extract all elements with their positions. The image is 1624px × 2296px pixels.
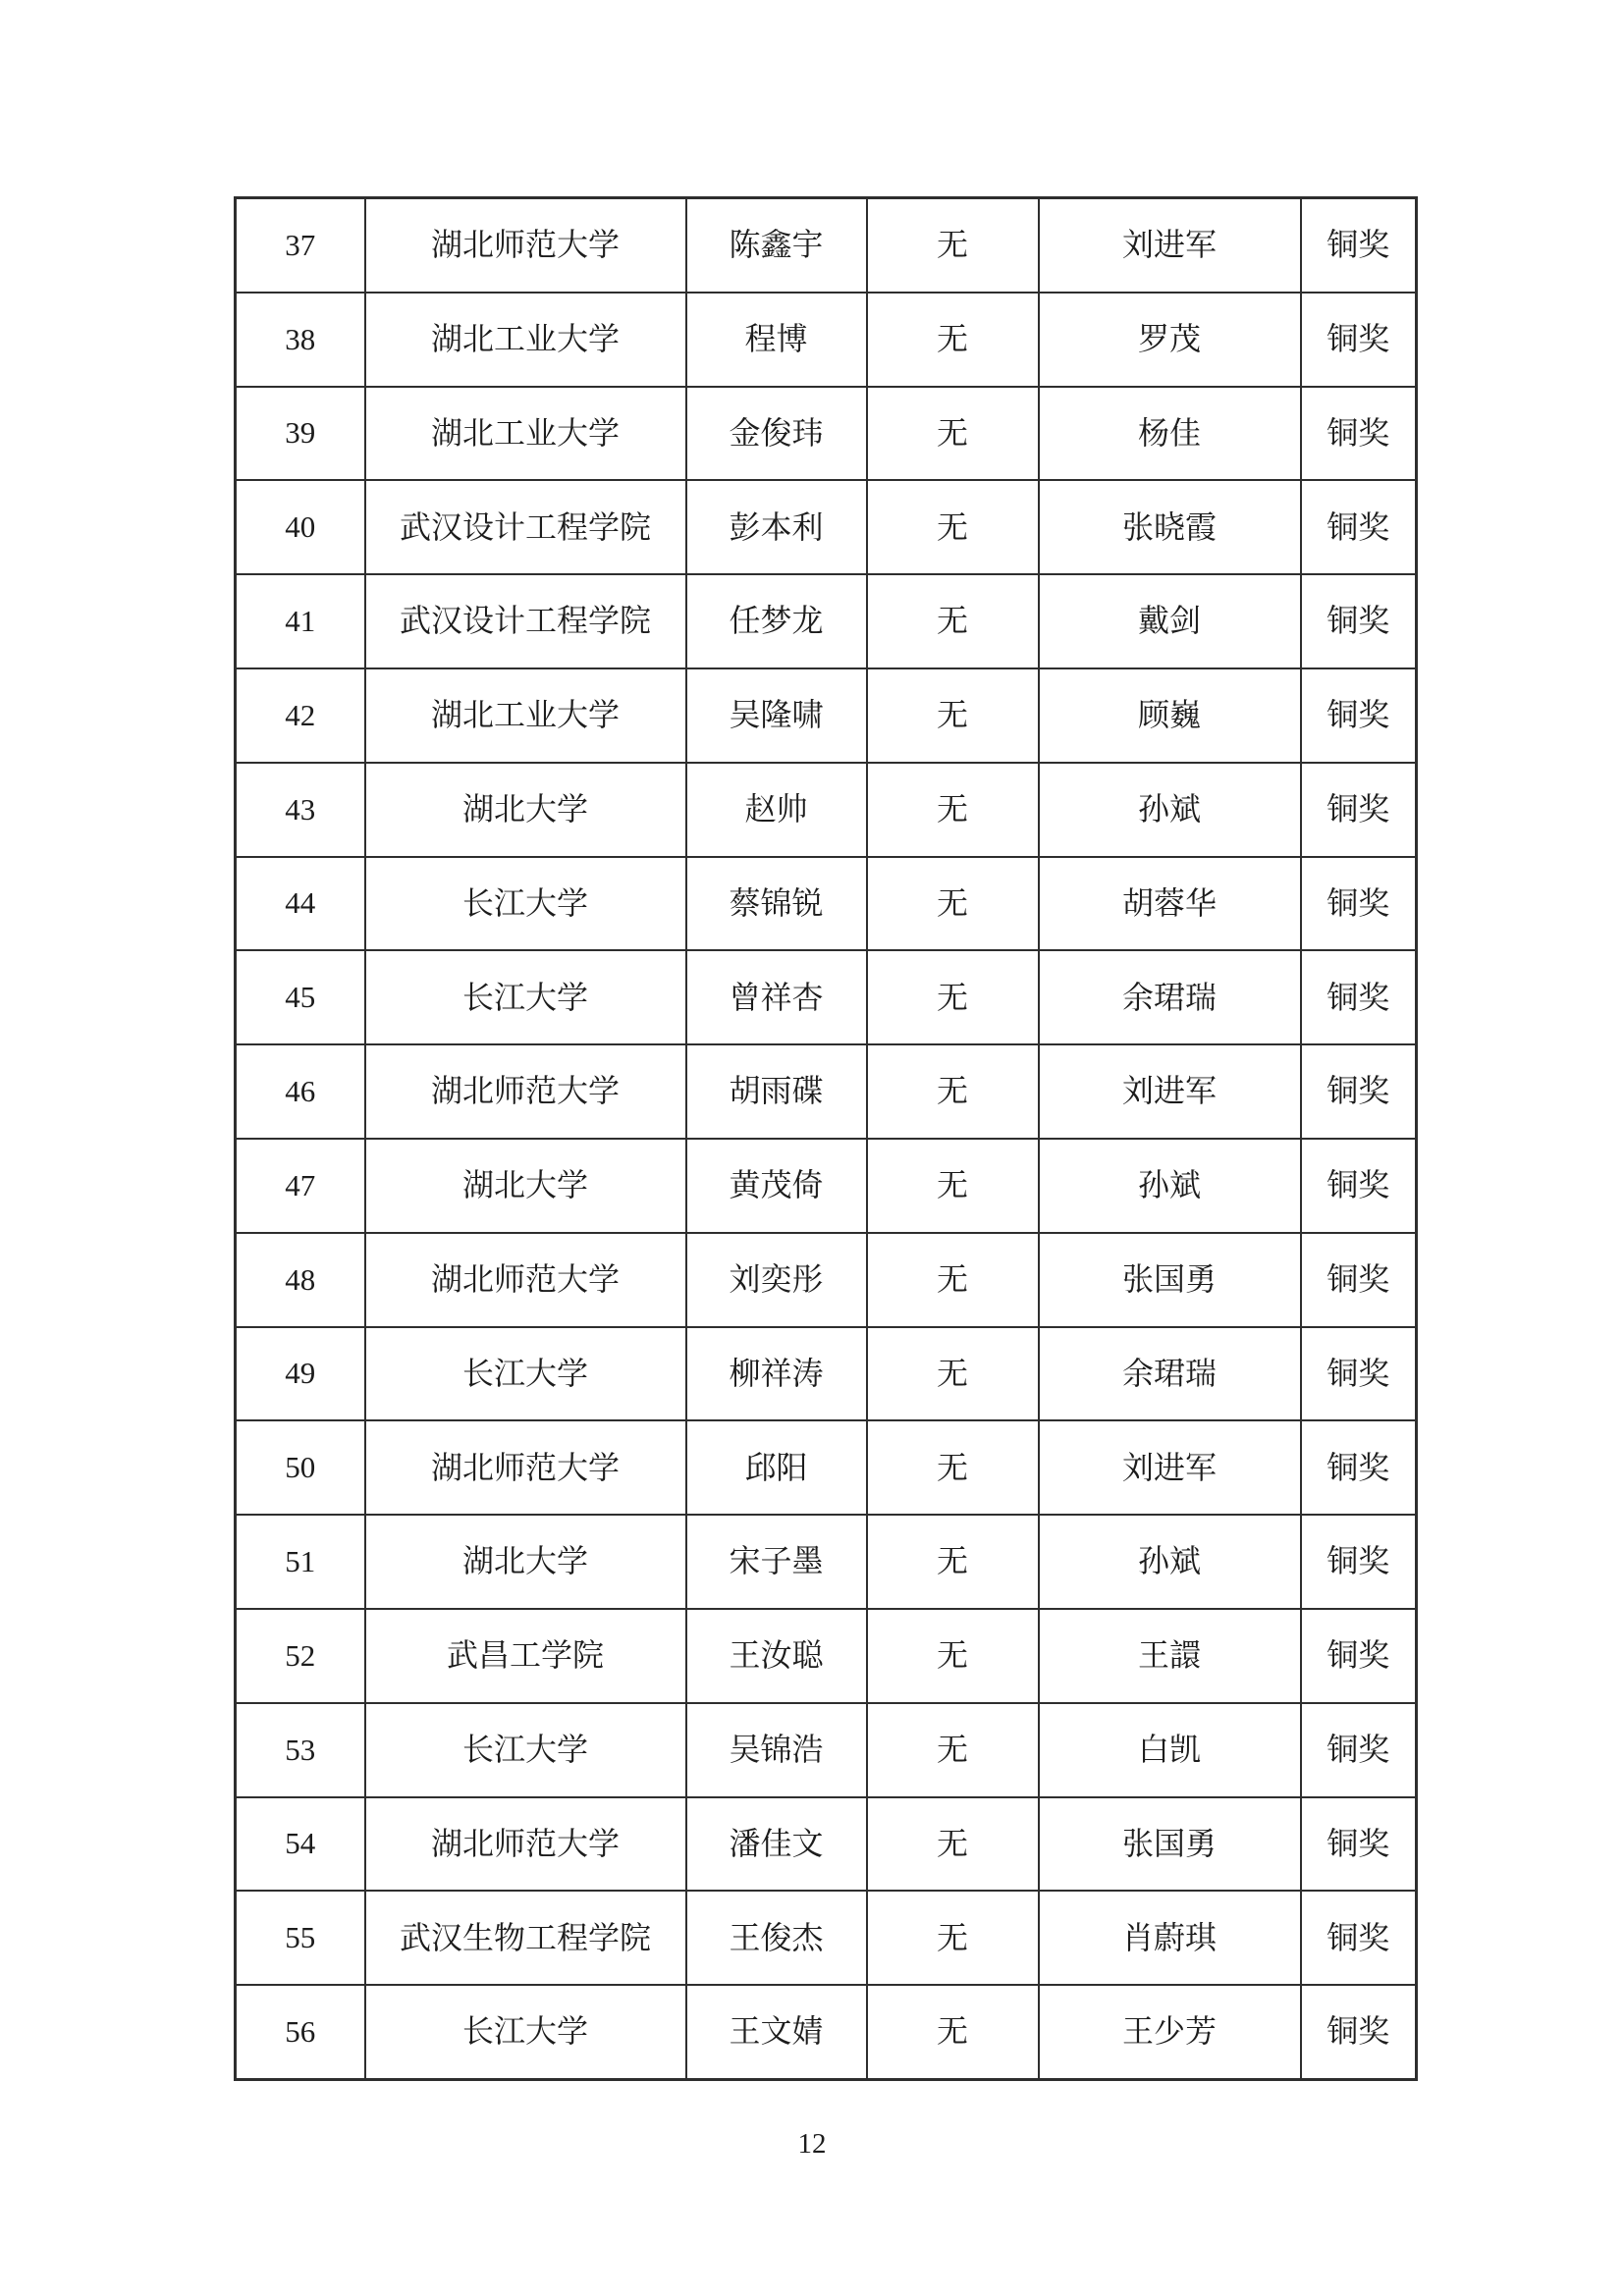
cell-advisor: 孙斌 (1039, 763, 1301, 857)
cell-student: 吴锦浩 (686, 1703, 867, 1797)
cell-student: 黄茂倚 (686, 1139, 867, 1233)
cell-number: 39 (236, 387, 365, 481)
cell-number: 37 (236, 198, 365, 293)
cell-advisor: 孙斌 (1039, 1515, 1301, 1609)
cell-school: 长江大学 (365, 1703, 686, 1797)
table-row (236, 763, 1417, 857)
cell-team: 无 (867, 1515, 1039, 1609)
cell-advisor: 张国勇 (1039, 1797, 1301, 1892)
cell-student: 赵帅 (686, 763, 867, 857)
cell-student: 陈鑫宇 (686, 198, 867, 293)
cell-advisor: 王譞 (1039, 1609, 1301, 1703)
cell-number: 56 (236, 1985, 365, 2079)
cell-student: 刘奕彤 (686, 1233, 867, 1327)
cell-school: 湖北大学 (365, 763, 686, 857)
cell-student: 潘佳文 (686, 1797, 867, 1892)
table-row (236, 1233, 1417, 1327)
table-row (236, 480, 1417, 574)
cell-student: 曾祥杏 (686, 950, 867, 1044)
cell-award: 铜奖 (1301, 198, 1417, 293)
cell-school: 长江大学 (365, 1985, 686, 2079)
cell-number: 51 (236, 1515, 365, 1609)
awards-table (234, 196, 1418, 2081)
cell-advisor: 戴剑 (1039, 574, 1301, 668)
page-number: 12 (797, 2128, 827, 2160)
cell-advisor: 余珺瑞 (1039, 1327, 1301, 1421)
cell-school: 湖北师范大学 (365, 1420, 686, 1515)
cell-school: 长江大学 (365, 857, 686, 951)
cell-number: 44 (236, 857, 365, 951)
cell-school: 湖北师范大学 (365, 1233, 686, 1327)
table-row (236, 1797, 1417, 1892)
cell-advisor: 胡蓉华 (1039, 857, 1301, 951)
cell-team: 无 (867, 574, 1039, 668)
cell-advisor: 张晓霞 (1039, 480, 1301, 574)
cell-school: 湖北师范大学 (365, 198, 686, 293)
table-row (236, 1703, 1417, 1797)
cell-award: 铜奖 (1301, 1420, 1417, 1515)
cell-team: 无 (867, 763, 1039, 857)
cell-advisor: 白凯 (1039, 1703, 1301, 1797)
cell-student: 程博 (686, 293, 867, 387)
cell-award: 铜奖 (1301, 1515, 1417, 1609)
cell-student: 宋子墨 (686, 1515, 867, 1609)
cell-advisor: 刘进军 (1039, 1044, 1301, 1139)
cell-team: 无 (867, 387, 1039, 481)
cell-team: 无 (867, 1609, 1039, 1703)
table-row (236, 1420, 1417, 1515)
cell-number: 52 (236, 1609, 365, 1703)
cell-team: 无 (867, 1703, 1039, 1797)
cell-advisor: 孙斌 (1039, 1139, 1301, 1233)
cell-number: 55 (236, 1891, 365, 1985)
table-row (236, 574, 1417, 668)
table-row (236, 1327, 1417, 1421)
cell-number: 50 (236, 1420, 365, 1515)
cell-student: 金俊玮 (686, 387, 867, 481)
cell-team: 无 (867, 857, 1039, 951)
cell-student: 彭本利 (686, 480, 867, 574)
table-row (236, 1985, 1417, 2079)
cell-student: 王文婧 (686, 1985, 867, 2079)
cell-award: 铜奖 (1301, 668, 1417, 763)
cell-school: 湖北师范大学 (365, 1797, 686, 1892)
cell-award: 铜奖 (1301, 1139, 1417, 1233)
cell-award: 铜奖 (1301, 1609, 1417, 1703)
cell-student: 邱阳 (686, 1420, 867, 1515)
table-row (236, 857, 1417, 951)
cell-number: 53 (236, 1703, 365, 1797)
cell-school: 武汉生物工程学院 (365, 1891, 686, 1985)
table-row (236, 1515, 1417, 1609)
cell-award: 铜奖 (1301, 763, 1417, 857)
cell-student: 柳祥涛 (686, 1327, 867, 1421)
cell-team: 无 (867, 1044, 1039, 1139)
cell-team: 无 (867, 1891, 1039, 1985)
table-row (236, 198, 1417, 293)
cell-school: 长江大学 (365, 950, 686, 1044)
cell-number: 41 (236, 574, 365, 668)
cell-award: 铜奖 (1301, 480, 1417, 574)
cell-school: 武汉设计工程学院 (365, 480, 686, 574)
table-row (236, 668, 1417, 763)
cell-number: 49 (236, 1327, 365, 1421)
cell-award: 铜奖 (1301, 1044, 1417, 1139)
cell-award: 铜奖 (1301, 1985, 1417, 2079)
cell-award: 铜奖 (1301, 950, 1417, 1044)
cell-number: 42 (236, 668, 365, 763)
table-row (236, 950, 1417, 1044)
cell-advisor: 肖蔚琪 (1039, 1891, 1301, 1985)
cell-team: 无 (867, 1797, 1039, 1892)
cell-student: 王汝聪 (686, 1609, 867, 1703)
table-row (236, 1044, 1417, 1139)
table-row (236, 1891, 1417, 1985)
cell-team: 无 (867, 1420, 1039, 1515)
cell-number: 40 (236, 480, 365, 574)
cell-team: 无 (867, 1233, 1039, 1327)
table-row (236, 1139, 1417, 1233)
cell-student: 蔡锦锐 (686, 857, 867, 951)
cell-number: 54 (236, 1797, 365, 1892)
table-row (236, 1609, 1417, 1703)
cell-number: 47 (236, 1139, 365, 1233)
cell-team: 无 (867, 1985, 1039, 2079)
cell-school: 湖北大学 (365, 1515, 686, 1609)
cell-school: 武昌工学院 (365, 1609, 686, 1703)
cell-school: 湖北大学 (365, 1139, 686, 1233)
cell-school: 湖北工业大学 (365, 387, 686, 481)
cell-team: 无 (867, 480, 1039, 574)
cell-award: 铜奖 (1301, 387, 1417, 481)
cell-number: 48 (236, 1233, 365, 1327)
cell-award: 铜奖 (1301, 1233, 1417, 1327)
cell-number: 45 (236, 950, 365, 1044)
cell-team: 无 (867, 293, 1039, 387)
cell-team: 无 (867, 668, 1039, 763)
cell-school: 长江大学 (365, 1327, 686, 1421)
cell-award: 铜奖 (1301, 1797, 1417, 1892)
cell-school: 湖北工业大学 (365, 668, 686, 763)
cell-student: 胡雨碟 (686, 1044, 867, 1139)
cell-team: 无 (867, 1139, 1039, 1233)
cell-advisor: 罗茂 (1039, 293, 1301, 387)
cell-team: 无 (867, 1327, 1039, 1421)
cell-advisor: 张国勇 (1039, 1233, 1301, 1327)
cell-student: 吴隆啸 (686, 668, 867, 763)
cell-award: 铜奖 (1301, 293, 1417, 387)
cell-award: 铜奖 (1301, 1703, 1417, 1797)
cell-number: 46 (236, 1044, 365, 1139)
cell-advisor: 刘进军 (1039, 1420, 1301, 1515)
cell-award: 铜奖 (1301, 1327, 1417, 1421)
awards-table-body (236, 198, 1417, 2080)
table-row (236, 293, 1417, 387)
cell-award: 铜奖 (1301, 574, 1417, 668)
cell-school: 湖北师范大学 (365, 1044, 686, 1139)
cell-advisor: 顾巍 (1039, 668, 1301, 763)
cell-advisor: 刘进军 (1039, 198, 1301, 293)
cell-team: 无 (867, 198, 1039, 293)
cell-award: 铜奖 (1301, 1891, 1417, 1985)
cell-student: 王俊杰 (686, 1891, 867, 1985)
cell-number: 38 (236, 293, 365, 387)
cell-advisor: 余珺瑞 (1039, 950, 1301, 1044)
cell-team: 无 (867, 950, 1039, 1044)
cell-student: 任梦龙 (686, 574, 867, 668)
table-row (236, 387, 1417, 481)
cell-advisor: 王少芳 (1039, 1985, 1301, 2079)
cell-award: 铜奖 (1301, 857, 1417, 951)
cell-school: 湖北工业大学 (365, 293, 686, 387)
cell-school: 武汉设计工程学院 (365, 574, 686, 668)
cell-number: 43 (236, 763, 365, 857)
cell-advisor: 杨佳 (1039, 387, 1301, 481)
